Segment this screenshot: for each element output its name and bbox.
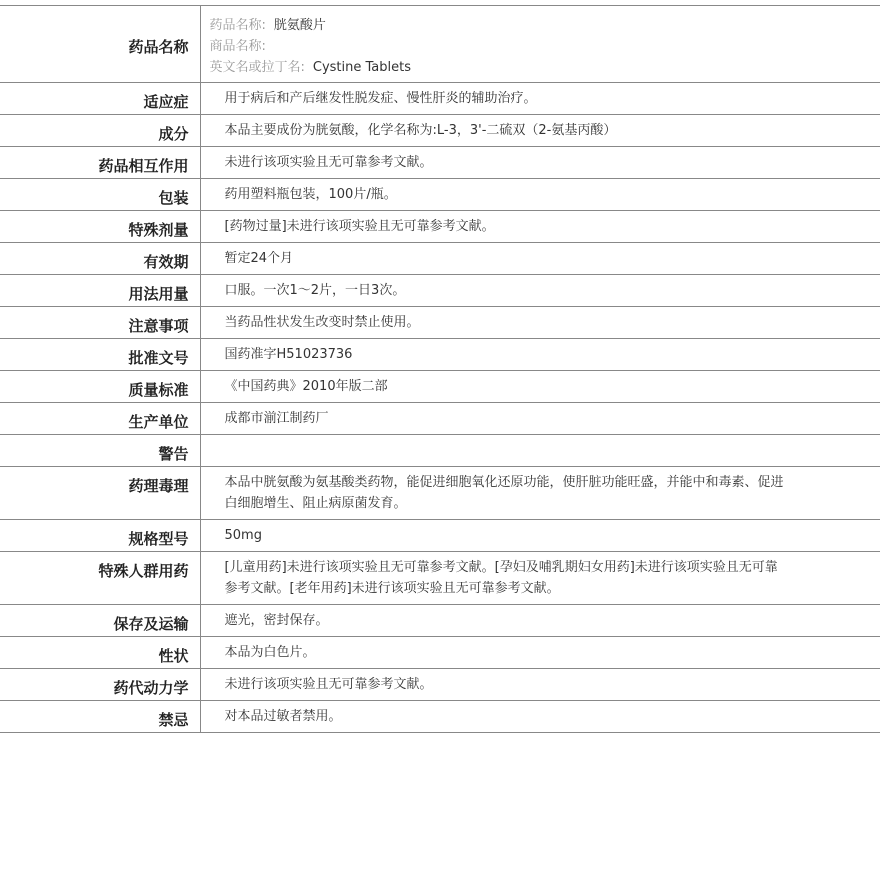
english-name-line (210, 57, 871, 78)
generic-name-line (210, 15, 871, 36)
field-label: 药品名称 (0, 6, 200, 83)
field-label: 警告 (0, 435, 200, 467)
drug-info-sheet (0, 5, 880, 733)
field-label: 药代动力学 (0, 669, 200, 701)
field-label: 特殊人群用药 (0, 552, 200, 605)
field-value: 本品为白色片。 (200, 637, 880, 669)
field-label: 有效期 (0, 243, 200, 275)
row-manufacturer (0, 403, 880, 435)
field-value: 遮光，密封保存。 (200, 605, 880, 637)
field-value (200, 435, 880, 467)
field-value: 药用塑料瓶包装，100片/瓶。 (200, 179, 880, 211)
field-value: 50mg (200, 520, 880, 552)
trade-name-label: 商品名称: (209, 39, 266, 54)
row-storage (0, 605, 880, 637)
field-label: 禁忌 (0, 701, 200, 733)
field-label: 包装 (0, 179, 200, 211)
row-contraindications (0, 701, 880, 733)
field-label: 生产单位 (0, 403, 200, 435)
row-packaging (0, 179, 880, 211)
row-ingredients (0, 115, 880, 147)
row-interactions (0, 147, 880, 179)
field-value: [儿童用药]未进行该项实验且无可靠参考文献。[孕妇及哺乳期妇女用药]未进行该项实验且无可靠参考文献。[老年用药]未进行该项实验且无可靠参考文献。 (200, 552, 880, 605)
field-label: 性状 (0, 637, 200, 669)
row-indications (0, 83, 880, 115)
field-label: 质量标准 (0, 371, 200, 403)
field-value: 未进行该项实验且无可靠参考文献。 (200, 147, 880, 179)
generic-name-value: 胱氨酸片 (273, 18, 326, 33)
row-approval-number (0, 339, 880, 371)
field-value: 对本品过敏者禁用。 (200, 701, 880, 733)
field-value: 成都市湔江制药厂 (200, 403, 880, 435)
row-description (0, 637, 880, 669)
english-name-label: 英文名或拉丁名: (209, 60, 305, 75)
field-value: 本品主要成份为胱氨酸，化学名称为:L-3，3'-二硫双（2-氨基丙酸） (200, 115, 880, 147)
field-value: [药物过量]未进行该项实验且无可靠参考文献。 (200, 211, 880, 243)
drug-info-table (0, 5, 880, 733)
field-label: 成分 (0, 115, 200, 147)
field-label: 适应症 (0, 83, 200, 115)
row-dosage (0, 275, 880, 307)
row-special-dosage (0, 211, 880, 243)
field-value: 未进行该项实验且无可靠参考文献。 (200, 669, 880, 701)
row-quality-standard (0, 371, 880, 403)
field-value: 当药品性状发生改变时禁止使用。 (200, 307, 880, 339)
trade-name-line (210, 36, 871, 57)
field-value: 本品中胱氨酸为氨基酸类药物，能促进细胞氧化还原功能，使肝脏功能旺盛，并能中和毒素、促进白细胞增生、阻止病原菌发育。 (200, 467, 880, 520)
generic-name-label: 药品名称: (209, 18, 266, 33)
field-value: 暂定24个月 (200, 243, 880, 275)
field-label: 药品相互作用 (0, 147, 200, 179)
field-value: 国药准字H51023736 (200, 339, 880, 371)
row-drug-name (0, 6, 880, 83)
row-special-populations (0, 552, 880, 605)
field-label: 规格型号 (0, 520, 200, 552)
row-pharmacology (0, 467, 880, 520)
row-specification (0, 520, 880, 552)
drug-name-block (200, 6, 880, 83)
field-label: 药理毒理 (0, 467, 200, 520)
field-label: 注意事项 (0, 307, 200, 339)
row-precautions (0, 307, 880, 339)
field-label: 特殊剂量 (0, 211, 200, 243)
field-value: 口服。一次1～2片，一日3次。 (200, 275, 880, 307)
field-value: 用于病后和产后继发性脱发症、慢性肝炎的辅助治疗。 (200, 83, 880, 115)
row-pharmacokinetics (0, 669, 880, 701)
row-warning (0, 435, 880, 467)
field-label: 用法用量 (0, 275, 200, 307)
field-label: 保存及运输 (0, 605, 200, 637)
english-name-value: Cystine Tablets (312, 60, 411, 75)
field-value: 《中国药典》2010年版二部 (200, 371, 880, 403)
field-label: 批准文号 (0, 339, 200, 371)
row-expiry (0, 243, 880, 275)
